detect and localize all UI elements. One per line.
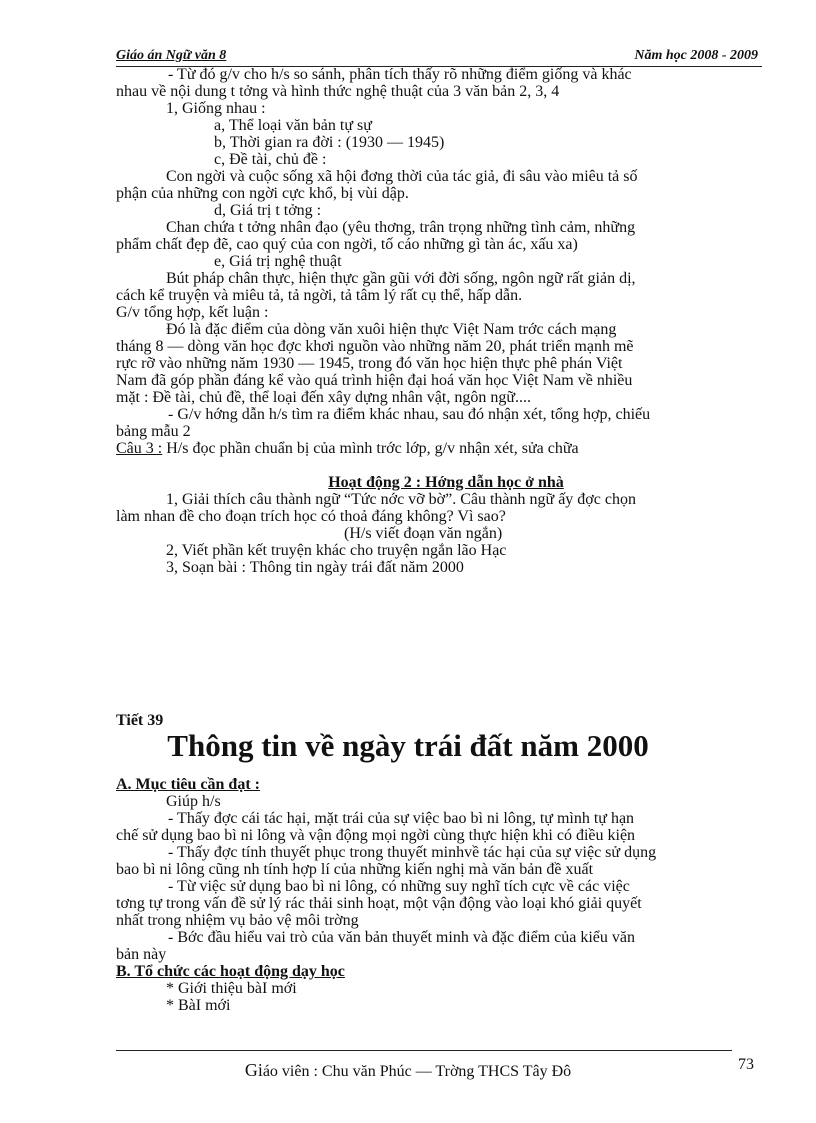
page-header	[116, 46, 762, 67]
activity-2-section	[116, 474, 756, 576]
text-line: G/v tổng hợp, kết luận :	[116, 304, 269, 321]
text-line: Chan chứa t tởng nhân đạo (yêu thơng, trân trọng những tình cảm, những	[166, 219, 636, 236]
text-line: 1, Giống nhau :	[166, 100, 266, 117]
lesson-period: Tiết 39	[116, 712, 164, 729]
text-line: phẩm chất đẹp đẽ, cao quý của con ngời, tố cáo những gì tàn ác, xấu xa)	[116, 236, 578, 253]
question-3-label: Câu 3 :	[116, 440, 163, 457]
text-line: Giúp h/s	[166, 793, 221, 810]
text-line: c, Đề tài, chủ đề :	[214, 151, 327, 168]
text-line: * BàI mới	[166, 997, 231, 1014]
header-subject: Giáo án Ngữ văn 8	[116, 48, 227, 63]
text-line: bảng mẫu 2	[116, 423, 191, 440]
text-line: - Thấy đợc cái tác hại, mặt trái của sự việc bao bì ni lông, tự mình tự hạn	[168, 810, 635, 827]
text-line: - G/v hớng dẫn h/s tìm ra điểm khác nhau, sau đó nhận xét, tổng hợp, chiếu	[168, 406, 651, 423]
text-line: a, Thể loại văn bản tự sự	[214, 117, 372, 134]
section-a-heading: A. Mục tiêu cần đạt :	[116, 776, 260, 793]
text-line: 1, Giải thích câu thành ngữ “Tức nớc vỡ bờ”. Câu thành ngữ ấy đợc chọn	[166, 491, 636, 508]
text-line: Con ngời và cuộc sống xã hội đơng thời của tác giả, đi sâu vào miêu tả số	[166, 168, 638, 185]
text-line: tơng tự trong vấn đề sử lý rác thải sinh hoạt, một vận động vào loại khó giải quyết	[116, 895, 642, 912]
text-line: tháng 8 — dòng văn học đợc khơi nguồn vào những năm 20, phát triển mạnh mẽ	[116, 338, 634, 355]
text-line: phận của những con ngời cực khổ, bị vùi dập.	[116, 185, 409, 202]
text-line: * Giới thiệu bàI mới	[166, 980, 297, 997]
lesson-title: Thông tin về ngày trái đất năm 2000	[167, 728, 649, 763]
header-school-year: Năm học 2008 - 2009	[634, 48, 758, 63]
text-line: e, Giá trị nghệ thuật	[214, 253, 342, 270]
footer-initial: Gi	[244, 1060, 263, 1080]
text-line: - Từ việc sử dụng bao bì ni lông, có những suy nghĩ tích cực về các việc	[168, 878, 630, 895]
text-line: mặt : Đề tài, chủ đề, thể loại đến xây dựng nhân vật, ngôn ngữ....	[116, 389, 532, 406]
text-line: cách kể truyện và miêu tả, tả ngời, tả tâm lý rất cụ thể, hấp dẫn.	[116, 287, 523, 304]
footer-divider	[116, 1050, 732, 1051]
text-line: bản này	[116, 946, 167, 963]
text-line: (H/s viết đoạn văn ngắn)	[344, 525, 503, 542]
question-3-text: H/s đọc phần chuẩn bị của mình trớc lớp, g/v nhận xét, sửa chữa	[162, 440, 579, 457]
text-line: làm nhan đề cho đoạn trích học có thoả đáng không? Vì sao?	[116, 508, 506, 525]
text-line: 2, Viết phần kết truyện khác cho truyện ngắn lão Hạc	[166, 542, 507, 559]
text-line: nhất trong nhiệm vụ bảo vệ môi trờng	[116, 912, 359, 929]
text-line: - Bớc đầu hiểu vai trò của văn bản thuyết minh và đặc điểm của kiểu văn	[168, 929, 635, 946]
text-line: d, Giá trị t tởng :	[214, 202, 322, 219]
text-line: Nam đã góp phần đáng kể vào quá trình hiện đại hoá văn học Việt Nam về nhiều	[116, 372, 633, 389]
text-line: - Từ đó g/v cho h/s so sánh, phân tích thấy rõ những điểm giống và khác	[168, 66, 632, 83]
section-b-heading: B. Tổ chức các hoạt động dạy học	[116, 963, 345, 980]
objectives-section	[116, 776, 756, 1014]
page-footer	[0, 1060, 816, 1081]
footer-teacher: áo viên : Chu văn Phúc — Trờng THCS Tây Đô	[262, 1063, 572, 1080]
question-3	[116, 440, 756, 457]
text-line: nhau về nội dung t tởng và hình thức nghệ thuật của 3 văn bản 2, 3, 4	[116, 83, 560, 100]
text-line: bao bì ni lông cũng nh tính hợp lí của những kiến nghị mà văn bản đề xuất	[116, 861, 594, 878]
comparison-section	[116, 66, 756, 457]
activity-2-heading: Hoạt động 2 : Hớng dẫn học ở nhà	[328, 474, 564, 491]
text-line: Bút pháp chân thực, hiện thực gần gũi với đời sống, ngôn ngữ rất giản dị,	[166, 270, 636, 287]
page-number: 73	[738, 1056, 754, 1073]
text-line: - Thấy đợc tính thuyết phục trong thuyết minhvề tác hại của sự việc sử dụng	[168, 844, 657, 861]
text-line: 3, Soạn bài : Thông tin ngày trái đất năm 2000	[166, 559, 464, 576]
text-line: Đó là đặc điểm của dòng văn xuôi hiện thực Việt Nam trớc cách mạng	[166, 321, 617, 338]
text-line: b, Thời gian ra đời : (1930 — 1945)	[214, 134, 445, 151]
text-line: chế sử dụng bao bì ni lông và vận động mọi ngời cùng thực hiện khi có điều kiện	[116, 827, 636, 844]
text-line: rực rỡ vào những năm 1930 — 1945, trong đó văn học hiện thực phê phán Việt	[116, 355, 623, 372]
